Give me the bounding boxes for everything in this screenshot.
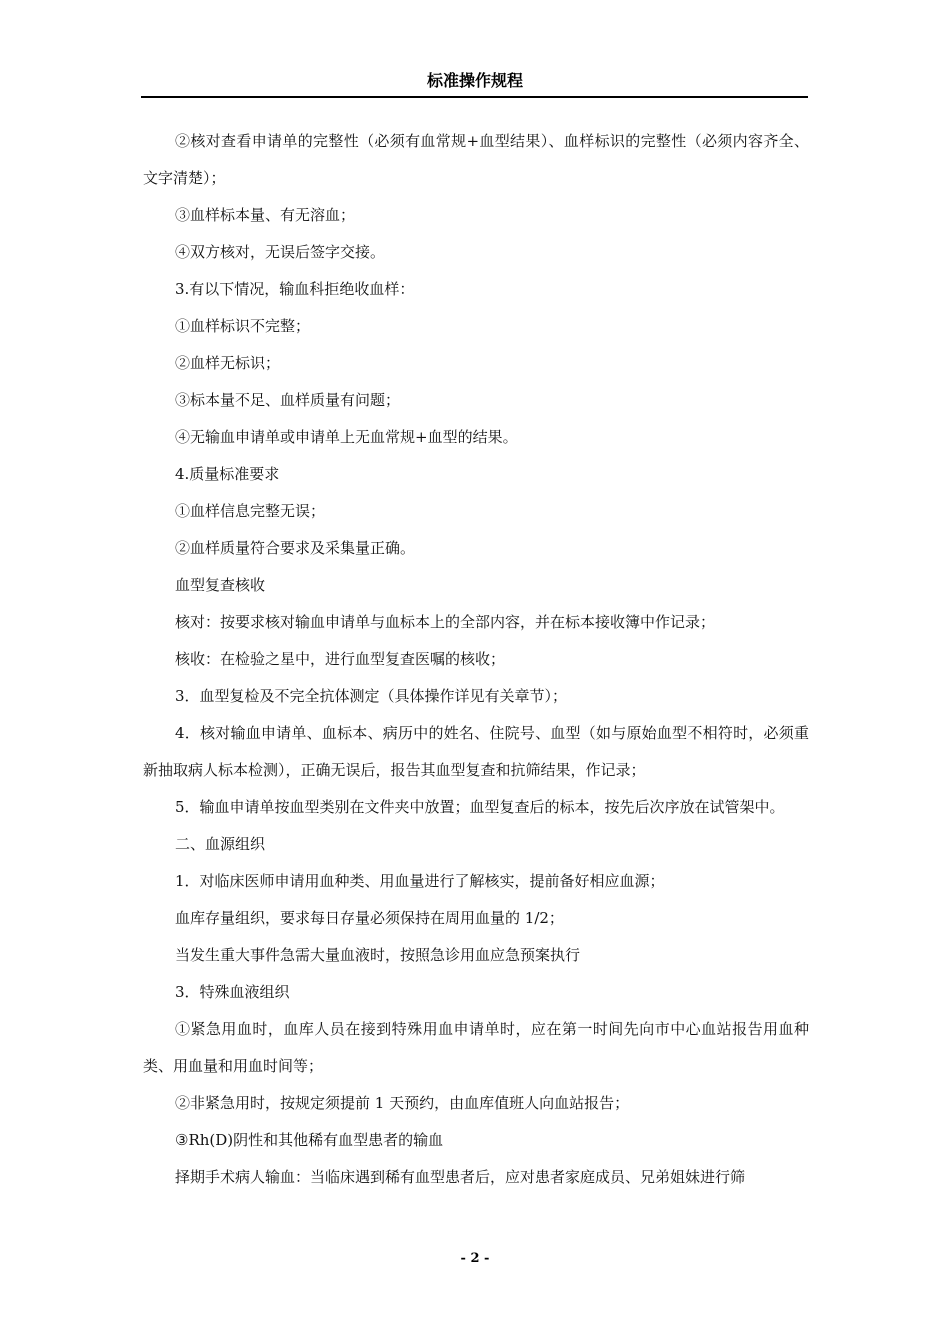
paragraph: ②血样质量符合要求及采集量正确。 xyxy=(175,539,416,557)
paragraph: ②非紧急用时，按规定须提前 1 天预约，由血库值班人向血站报告； xyxy=(175,1094,630,1112)
paragraph: 3．特殊血液组织 xyxy=(175,983,290,1001)
paragraph: 二、血源组织 xyxy=(175,835,266,853)
paragraph: 血库存量组织，要求每日存量必须保持在周用血量的 1/2； xyxy=(175,909,564,927)
paragraph: ①血样标识不完整； xyxy=(175,317,311,335)
paragraph: 血型复查核收 xyxy=(175,576,266,594)
header-divider xyxy=(141,96,808,98)
paragraph: ③血样标本量、有无溶血； xyxy=(175,206,356,224)
document-body xyxy=(143,123,809,1196)
paragraph: ④双方核对，无误后签字交接。 xyxy=(175,243,386,261)
paragraph: 3.有以下情况，输血科拒绝收血样： xyxy=(175,280,415,298)
paragraph: 1．对临床医师申请用血种类、用血量进行了解核实，提前备好相应血源； xyxy=(175,872,665,890)
paragraph: 4.质量标准要求 xyxy=(175,465,280,483)
paragraph: 4．核对输血申请单、血标本、病历中的姓名、住院号、血型（如与原始血型不相符时，必须重新抽取病人标本检测），正确无误后，报告其血型复查和抗筛结果，作记录； xyxy=(143,724,809,779)
paragraph: 当发生重大事件急需大量血液时，按照急诊用血应急预案执行 xyxy=(175,946,581,964)
page-number: - 2 - xyxy=(460,1251,490,1266)
paragraph: ①紧急用血时，血库人员在接到特殊用血申请单时，应在第一时间先向市中心血站报告用血种类、用血量和用血时间等； xyxy=(143,1020,809,1075)
paragraph: ①血样信息完整无误； xyxy=(175,502,326,520)
paragraph: ②血样无标识； xyxy=(175,354,281,372)
paragraph: 择期手术病人输血：当临床遇到稀有血型患者后，应对患者家庭成员、兄弟姐妹进行筛 xyxy=(175,1168,746,1186)
paragraph: ②核对查看申请单的完整性（必须有血常规+血型结果）、血样标识的完整性（必须内容齐全、文字清楚）； xyxy=(143,132,809,187)
paragraph: ③Rh(D)阴性和其他稀有血型患者的输血 xyxy=(175,1131,444,1149)
paragraph: 核对：按要求核对输血申请单与血标本上的全部内容，并在标本接收簿中作记录； xyxy=(175,613,716,631)
page-header-title: 标准操作规程 xyxy=(426,71,523,90)
paragraph: 5．输血申请单按血型类别在文件夹中放置；血型复查后的标本，按先后次序放在试管架中。 xyxy=(175,798,785,816)
paragraph: ③标本量不足、血样质量有问题； xyxy=(175,391,401,409)
paragraph: ④无输血申请单或申请单上无血常规+血型的结果。 xyxy=(175,428,518,446)
paragraph: 核收：在检验之星中，进行血型复查医嘱的核收； xyxy=(175,650,506,668)
paragraph: 3．血型复检及不完全抗体测定（具体操作详见有关章节）； xyxy=(175,687,568,705)
